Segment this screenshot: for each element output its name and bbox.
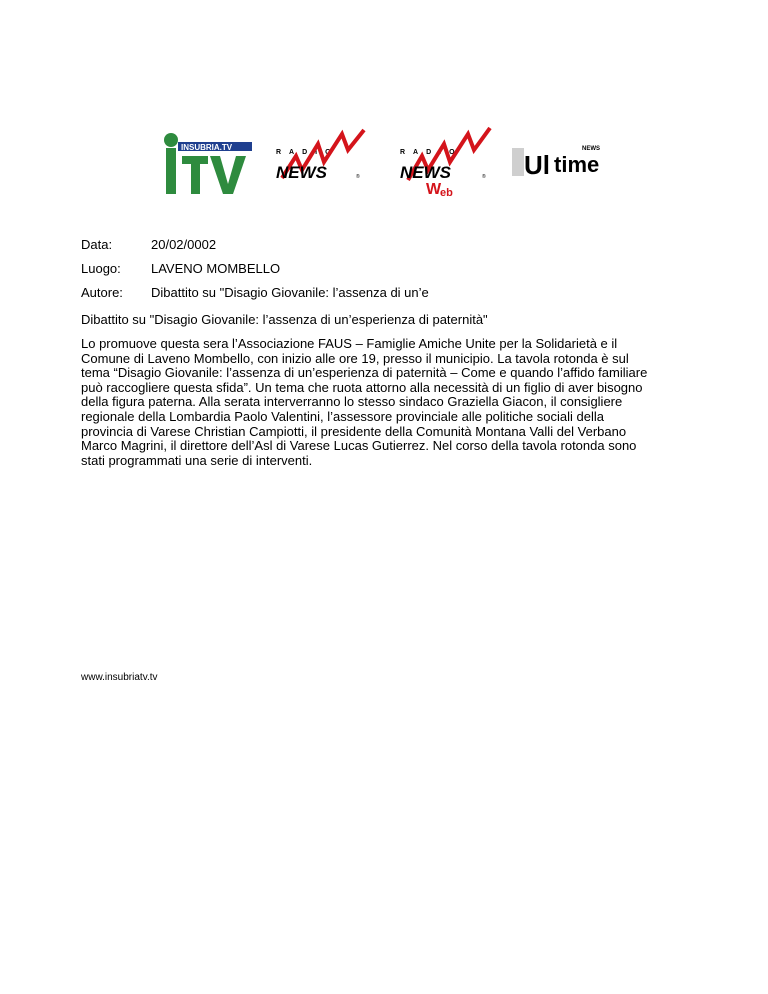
svg-text:time: time	[554, 152, 600, 177]
svg-text:W: W	[426, 181, 442, 198]
place-value: LAVENO MOMBELLO	[151, 261, 281, 276]
body-line: stati programmati una serie di interventi.	[81, 452, 313, 468]
author-label: Autore:	[81, 285, 123, 300]
article-body	[81, 337, 701, 468]
svg-text:Ul: Ul	[524, 150, 550, 180]
body-line: regionale della Lombardia Paolo Valentini, l’assessore provinciale alle politiche sociali della	[81, 408, 604, 424]
body-line: può raccogliere questa sfida”. Un tema che ruota attorno alla necessità di un figlio di aver bisogno	[81, 379, 643, 395]
date-value: 20/02/0002	[151, 237, 217, 252]
body-line: della figura paterna. Alla serata interverranno lo stesso sindaco Graziella Giacon, il consigliere	[81, 394, 623, 410]
article-headline: Dibattito su "Disagio Giovanile: l’assenza di un’esperienza di paternità"	[81, 312, 488, 327]
body-line: tema “Disagio Giovanile: l’assenza di un’esperienza di paternità – Come e quando l’affido familiare	[81, 365, 648, 381]
svg-text:®: ®	[482, 174, 486, 180]
body-line: Comune di Laveno Mombello, con inizio alle ore 19, presso il municipio. La tavola rotonda è sul	[81, 350, 629, 366]
radio-news-web-logo	[396, 124, 496, 199]
place-label: Luogo:	[81, 261, 121, 276]
ultime-news-logo	[510, 138, 602, 186]
insubria-tv-logo	[160, 130, 260, 196]
date-label: Data:	[81, 237, 113, 252]
svg-text:RADIO: RADIO	[400, 149, 463, 156]
svg-text:NEWS: NEWS	[582, 146, 600, 152]
svg-text:®: ®	[356, 174, 360, 180]
body-line: Marco Magrini, il direttore dell’Asl di Varese Lucas Gutierrez. Nel corso della tavola rotonda sono	[81, 438, 637, 454]
svg-text:INSUBRIA.TV: INSUBRIA.TV	[181, 143, 233, 152]
author-value: Dibattito su "Disagio Giovanile: l’assenza di un’e	[151, 285, 429, 300]
svg-text:RADIO: RADIO	[276, 149, 339, 156]
body-line: provincia di Varese Christian Campiotti, il presidente della Comunità Montana Valli del Verbano	[81, 423, 627, 439]
svg-text:NEWS: NEWS	[400, 163, 451, 182]
svg-text:NEWS: NEWS	[276, 163, 327, 182]
svg-text:eb: eb	[440, 187, 453, 199]
logo-strip	[160, 124, 610, 199]
body-line: Lo promuove questa sera l’Associazione FAUS – Famiglie Amiche Unite per la Solidarietà e il	[81, 336, 618, 351]
radio-news-logo	[272, 126, 370, 186]
footer-url[interactable]: www.insubriatv.tv	[81, 672, 158, 683]
